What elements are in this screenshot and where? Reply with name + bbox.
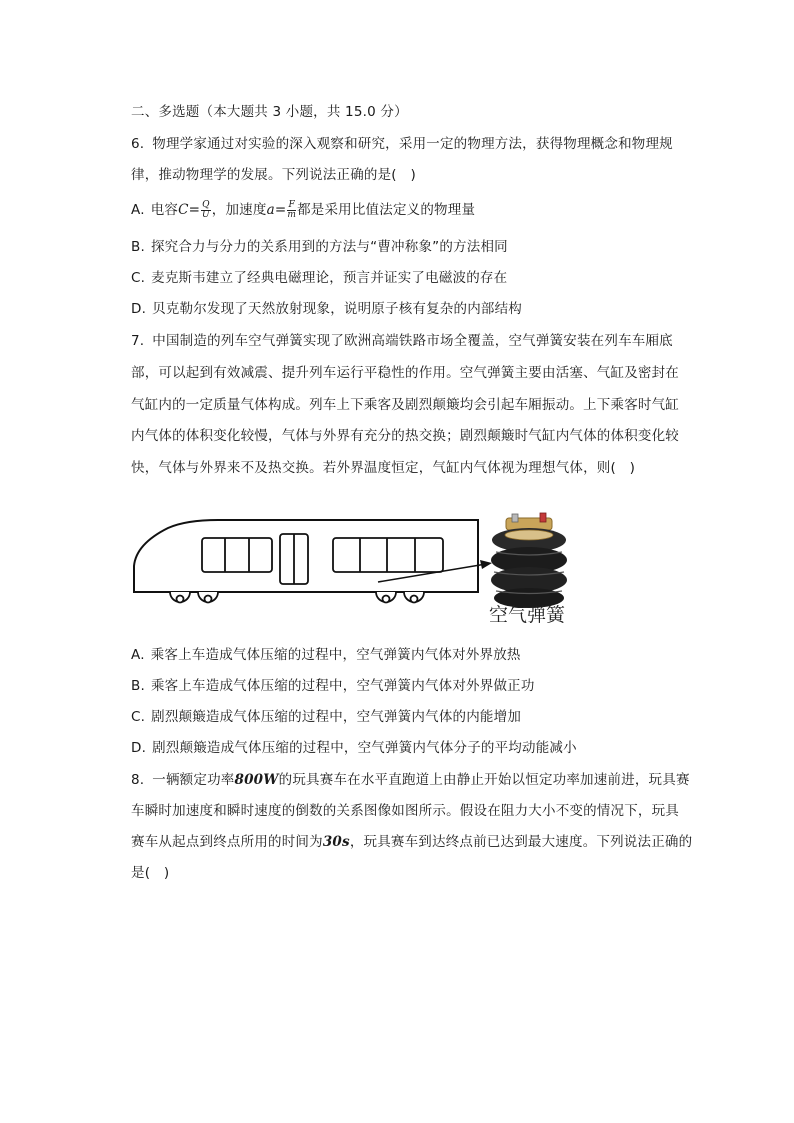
q6-option-d-text: 贝克勒尔发现了天然放射现象，说明原子核有复杂的内部结构 [152,301,522,317]
q7-option-b-text: 乘客上车造成气体压缩的过程中，空气弹簧内气体对外界做正功 [150,678,535,694]
q8-stem-4: 是( ) [131,865,170,881]
q7-line-1 [131,331,673,351]
train-body [134,520,478,592]
q6-a-var-a: a [266,202,275,218]
q6-option-a [131,200,475,220]
air-spring-caption: 空气弹簧 [489,604,566,626]
q7-number: 7. [131,333,145,349]
q8-power-value: 800W [234,772,279,788]
frac-num: F [288,199,295,210]
q6-option-b-text: 探究合力与分力的关系用到的方法与“曹冲称象”的方法相同 [150,239,508,255]
q7-option-a-label: A. [131,647,145,663]
q6-a-post: 都是采用比值法定义的物理量 [297,202,476,218]
q8-number: 8. [131,772,145,788]
q7-stem-4: 内气体的体积变化较慢，气体与外界有充分的热交换；剧烈颠簸时气缸内气体的体积变化较 [131,428,679,444]
q6-option-c-label: C. [131,270,146,286]
q6-line-1 [131,134,673,154]
q7-option-c-text: 剧烈颠簸造成气体压缩的过程中，空气弹簧内气体的内能增加 [151,709,522,725]
q6-number: 6. [131,136,145,152]
q8-line-3 [131,832,692,852]
q8-l1-a: 一辆额定功率 [152,772,235,788]
q8-l3-b: ，玩具赛车到达终点前已达到最大速度。下列说法正确的 [349,834,693,850]
q6-option-c-text: 麦克斯韦建立了经典电磁理论，预言并证实了电磁波的存在 [151,270,508,286]
q6-a-frac-f-m [287,201,296,220]
section-title: 二、多选题（本大题共 3 小题，共 15.0 分） [131,104,408,120]
q7-stem-3: 气缸内的一定质量气体构成。列车上下乘客及剧烈颠簸均会引起车厢振动。上下乘客时气缸 [131,397,679,413]
q8-stem-2: 车瞬时加速度和瞬时速度的倒数的关系图像如图所示。假设在阻力大小不变的情况下，玩具 [131,803,679,819]
q7-option-c [131,707,521,727]
train-window-left [202,538,272,572]
q7-option-a [131,645,521,665]
q7-option-c-label: C. [131,709,146,725]
q6-option-c [131,268,507,288]
q6-stem-2: 律，推动物理学的发展。下列说法正确的是( ) [131,167,416,183]
q6-a-var-c: C [178,202,189,218]
q8-l3-a: 赛车从起点到终点所用的时间为 [131,834,323,850]
q7-stem-2: 部，可以起到有效减震、提升列车运行平稳性的作用。空气弹簧主要由活塞、气缸及密封在 [131,365,679,381]
q6-a-eq2: = [274,202,287,218]
pointer-arrow [378,564,486,582]
q8-line-1 [131,770,690,790]
air-spring-image [491,513,567,608]
q7-option-d [131,738,577,758]
q6-option-b-label: B. [131,239,145,255]
q7-option-a-text: 乘客上车造成气体压缩的过程中，空气弹簧内气体对外界放热 [150,647,521,663]
frac-den: m [287,209,297,220]
q6-stem-1: 物理学家通过对实验的深入观察和研究，采用一定的物理方法，获得物理概念和物理规 [152,136,673,152]
q7-option-d-text: 剧烈颠簸造成气体压缩的过程中，空气弹簧内气体分子的平均动能减小 [152,740,577,756]
q8-time-value: 30s [322,834,350,850]
q6-option-a-label: A. [131,202,145,218]
q7-option-d-label: D. [131,740,147,756]
q8-l1-b: 的玩具赛车在水平直跑道上由静止开始以恒定功率加速前进，玩具赛 [278,772,690,788]
train-wheels [170,592,424,603]
q6-a-mid: ，加速度 [211,202,267,218]
train-window-right [333,538,443,572]
q6-option-b [131,237,508,257]
q7-stem-5: 快，气体与外界来不及热交换。若外界温度恒定，气缸内气体视为理想气体，则( ) [131,460,636,476]
frac-num: Q [202,199,210,210]
q7-option-b [131,676,535,696]
frac-den: U [202,209,210,220]
q6-a-eq1: = [188,202,201,218]
q7-option-b-label: B. [131,678,145,694]
q6-option-d-label: D. [131,301,147,317]
q6-a-frac-q-u [201,201,211,220]
q6-option-d [131,299,522,319]
q6-a-pre: 电容 [150,202,179,218]
q7-stem-1: 中国制造的列车空气弹簧实现了欧洲高端铁路市场全覆盖，空气弹簧安装在列车车厢底 [152,333,673,349]
